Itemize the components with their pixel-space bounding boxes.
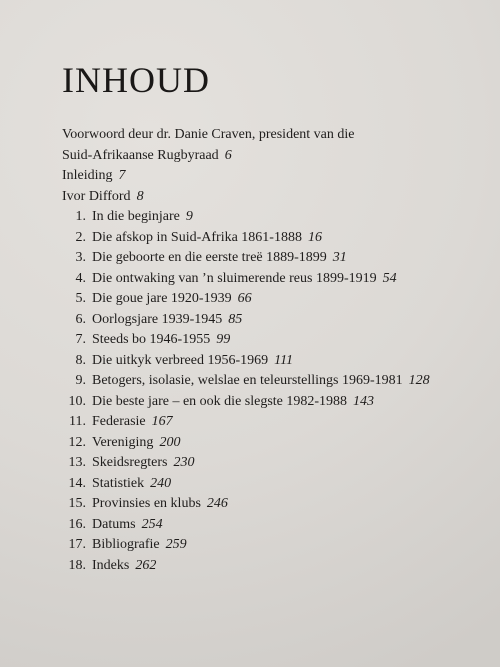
- chapter-page: 9: [185, 209, 193, 224]
- chapter-title: Betogers, isolasie, welslae en teleurstellings 1969-1981: [92, 373, 403, 388]
- chapter-title: Skeidsregters: [92, 455, 168, 470]
- toc-foreword-line1: [62, 125, 492, 146]
- chapter-list: [62, 207, 492, 576]
- chapter-title: Federasie: [92, 414, 146, 429]
- toc-chapter-row: [62, 228, 492, 249]
- chapter-number: 6.: [75, 311, 86, 327]
- toc-foreword-line2: [62, 146, 492, 167]
- chapter-number: 7.: [75, 332, 86, 347]
- toc-chapter-row: [62, 207, 492, 228]
- toc-chapter-row: [62, 248, 492, 269]
- toc-chapter-row: [62, 535, 492, 556]
- chapter-number: 8.: [75, 352, 86, 368]
- chapter-page: 31: [332, 250, 347, 265]
- toc-inleiding-text: Inleiding: [62, 168, 113, 183]
- chapter-page: 66: [237, 291, 252, 306]
- chapter-title: Vereniging: [92, 434, 154, 450]
- chapter-title: Oorlogsjare 1939-1945: [92, 311, 223, 327]
- chapter-title: Die geboorte en die eerste treë 1889-1899: [92, 250, 327, 265]
- chapter-number: 13.: [68, 455, 86, 470]
- toc-foreword-text-1: Voorwoord deur dr. Danie Craven, president van die: [62, 127, 355, 142]
- chapter-page: 111: [274, 352, 294, 368]
- table-of-contents: [62, 125, 492, 576]
- toc-chapter-row: [62, 371, 492, 392]
- toc-foreword-text-2: Suid-Afrikaanse Rugbyraad: [62, 147, 219, 163]
- toc-inleiding-page: 7: [118, 168, 126, 183]
- toc-chapter-row: [62, 269, 492, 290]
- toc-chapter-row: [62, 412, 492, 433]
- toc-chapter-row: [62, 433, 492, 454]
- chapter-page: 200: [159, 434, 181, 450]
- chapter-page: 85: [228, 311, 243, 327]
- chapter-number: 12.: [68, 434, 86, 450]
- chapter-page: 254: [141, 516, 163, 532]
- chapter-number: 11.: [69, 414, 86, 429]
- toc-chapter-row: [62, 453, 492, 474]
- toc-chapter-row: [62, 351, 492, 372]
- toc-chapter-row: [62, 392, 492, 413]
- chapter-title: Datums: [92, 516, 136, 532]
- chapter-page: 240: [150, 475, 172, 491]
- chapter-page: 262: [135, 557, 157, 573]
- chapter-title: Bibliografie: [92, 537, 160, 552]
- toc-ivor-text: Ivor Difford: [62, 188, 131, 204]
- toc-chapter-row: [62, 289, 492, 310]
- chapter-title: Die ontwaking van ’n sluimerende reus 1899-1919: [92, 270, 377, 286]
- page-title: INHOUD: [62, 60, 210, 101]
- toc-chapter-row: [62, 474, 492, 495]
- chapter-page: 54: [382, 270, 397, 286]
- toc-ivor-page: 8: [136, 188, 144, 204]
- chapter-number: 5.: [75, 291, 86, 306]
- chapter-page: 16: [307, 229, 322, 245]
- chapter-number: 2.: [75, 229, 86, 245]
- chapter-title: Die beste jare – en ook die slegste 1982-1988: [92, 393, 348, 409]
- chapter-title: Die uitkyk verbreed 1956-1969: [92, 352, 269, 368]
- chapter-number: 16.: [68, 516, 86, 532]
- chapter-page: 230: [173, 455, 195, 470]
- chapter-page: 99: [216, 332, 231, 347]
- chapter-page: 246: [206, 496, 228, 511]
- toc-ivor: [62, 187, 492, 208]
- toc-chapter-row: [62, 556, 492, 577]
- chapter-title: Provinsies en klubs: [92, 496, 201, 511]
- chapter-title: Indeks: [92, 557, 130, 573]
- chapter-number: 9.: [75, 373, 86, 388]
- chapter-number: 10.: [68, 393, 86, 409]
- chapter-page: 259: [165, 537, 187, 552]
- chapter-page: 128: [408, 373, 430, 388]
- chapter-title: In die beginjare: [92, 209, 180, 224]
- chapter-number: 15.: [68, 496, 86, 511]
- chapter-number: 1.: [75, 209, 86, 224]
- chapter-title: Steeds bo 1946-1955: [92, 332, 211, 347]
- toc-chapter-row: [62, 494, 492, 515]
- chapter-title: Die goue jare 1920-1939: [92, 291, 232, 306]
- toc-inleiding: [62, 166, 492, 187]
- toc-chapter-row: [62, 310, 492, 331]
- chapter-number: 3.: [75, 250, 86, 265]
- chapter-number: 4.: [75, 270, 86, 286]
- toc-chapter-row: [62, 515, 492, 536]
- chapter-page: 143: [353, 393, 375, 409]
- chapter-number: 18.: [68, 557, 86, 573]
- chapter-page: 167: [151, 414, 173, 429]
- chapter-title: Statistiek: [92, 475, 145, 491]
- chapter-number: 17.: [68, 537, 86, 552]
- chapter-title: Die afskop in Suid-Afrika 1861-1888: [92, 229, 302, 245]
- chapter-number: 14.: [68, 475, 86, 491]
- toc-chapter-row: [62, 330, 492, 351]
- toc-foreword-page: 6: [224, 147, 232, 163]
